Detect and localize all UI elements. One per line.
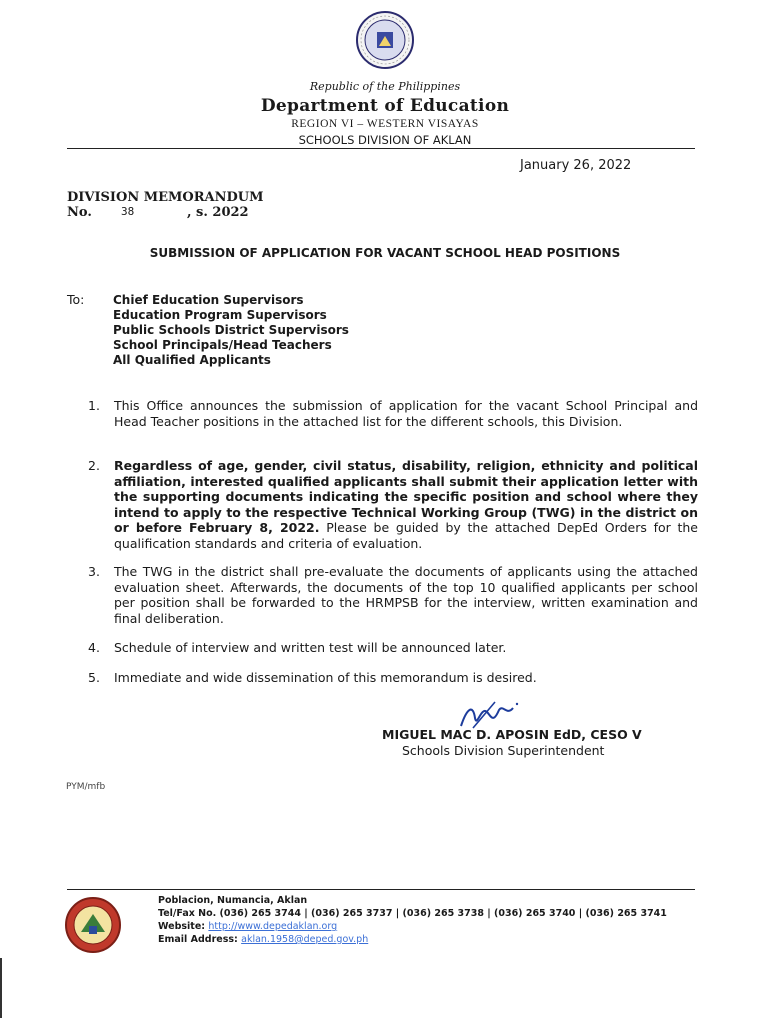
signatory-title: Schools Division Superintendent <box>402 743 605 758</box>
memo-date: January 26, 2022 <box>520 158 632 173</box>
item-number: 3. <box>88 564 100 579</box>
item-text: This Office announces the submission of application for the vacant School Principal and Head Teacher positions in the attached list for the different schools, this Division. <box>114 398 698 429</box>
recipient: All Qualified Applicants <box>113 353 271 367</box>
email-link[interactable]: aklan.1958@deped.gov.ph <box>241 934 369 945</box>
division-seal-icon <box>64 896 122 954</box>
item-number: 1. <box>88 398 100 413</box>
memo-item-3 <box>88 564 698 626</box>
memo-item-5 <box>88 670 698 686</box>
republic-line: Republic of the Philippines <box>309 80 461 93</box>
recipient: School Principals/Head Teachers <box>113 338 332 352</box>
item-text <box>114 458 698 552</box>
footer-rule <box>67 889 695 890</box>
memo-series: , s. 2022 <box>187 205 249 220</box>
deped-seal-icon <box>355 10 415 70</box>
memo-item-1 <box>88 398 698 429</box>
memo-title: DIVISION MEMORANDUM <box>67 190 264 205</box>
scan-edge-mark <box>0 958 2 1018</box>
to-label: To: <box>67 292 85 307</box>
signatory-name: MIGUEL MAC D. APOSIN EdD, CESO V <box>382 727 642 742</box>
memo-item-2 <box>88 458 698 552</box>
recipient: Education Program Supervisors <box>113 308 327 322</box>
item-bold-text: Regardless of age, gender, civil status, disability, religion, ethnicity and political affiliation, interested qualified applicants shall submit their application letter with the supporting documents indicating the specific position and school where they intend to apply to the respective Technical Working Group (TWG) in the district on or before February 8, 2022. <box>114 458 698 536</box>
memo-subject: SUBMISSION OF APPLICATION FOR VACANT SCHOOL HEAD POSITIONS <box>149 246 621 260</box>
memo-number: 38 <box>121 205 135 218</box>
footer-telfax: Tel/Fax No. (036) 265 3744 | (036) 265 3737 | (036) 265 3738 | (036) 265 3740 | (036) 265 3741 <box>158 908 667 919</box>
website-link[interactable]: http://www.depedaklan.org <box>208 921 338 932</box>
item-number: 4. <box>88 640 100 655</box>
footer-email <box>158 934 368 945</box>
header-rule <box>67 148 695 149</box>
item-number: 5. <box>88 670 100 685</box>
item-plain-text: Please be guided by the attached DepEd Orders for the qualification standards and criteria of evaluation. <box>114 520 698 551</box>
recipient: Public Schools District Supervisors <box>113 323 349 337</box>
memo-no-label: No. <box>67 205 92 220</box>
memo-item-4 <box>88 640 698 656</box>
department-name: Department of Education <box>260 96 510 116</box>
reference-initials: PYM/mfb <box>66 782 106 792</box>
website-label: Website: <box>158 921 206 932</box>
item-text: Immediate and wide dissemination of this memorandum is desired. <box>114 670 537 685</box>
item-number: 2. <box>88 458 100 473</box>
item-text: The TWG in the district shall pre-evaluate the documents of applicants using the attached evaluation sheet. Afterwards, the documents of the top 10 qualified applicants per school per position shall be forwarded to the HRMPSB for the interview, written examination and final deliberation. <box>114 564 698 626</box>
division-line: SCHOOLS DIVISION OF AKLAN <box>298 133 472 147</box>
item-text: Schedule of interview and written test will be announced later. <box>114 640 507 655</box>
recipient: Chief Education Supervisors <box>113 293 304 307</box>
email-label: Email Address: <box>158 934 238 945</box>
footer-address: Poblacion, Numancia, Aklan <box>158 895 308 906</box>
region-line: REGION VI – WESTERN VISAYAS <box>291 118 479 130</box>
footer-website <box>158 921 337 932</box>
